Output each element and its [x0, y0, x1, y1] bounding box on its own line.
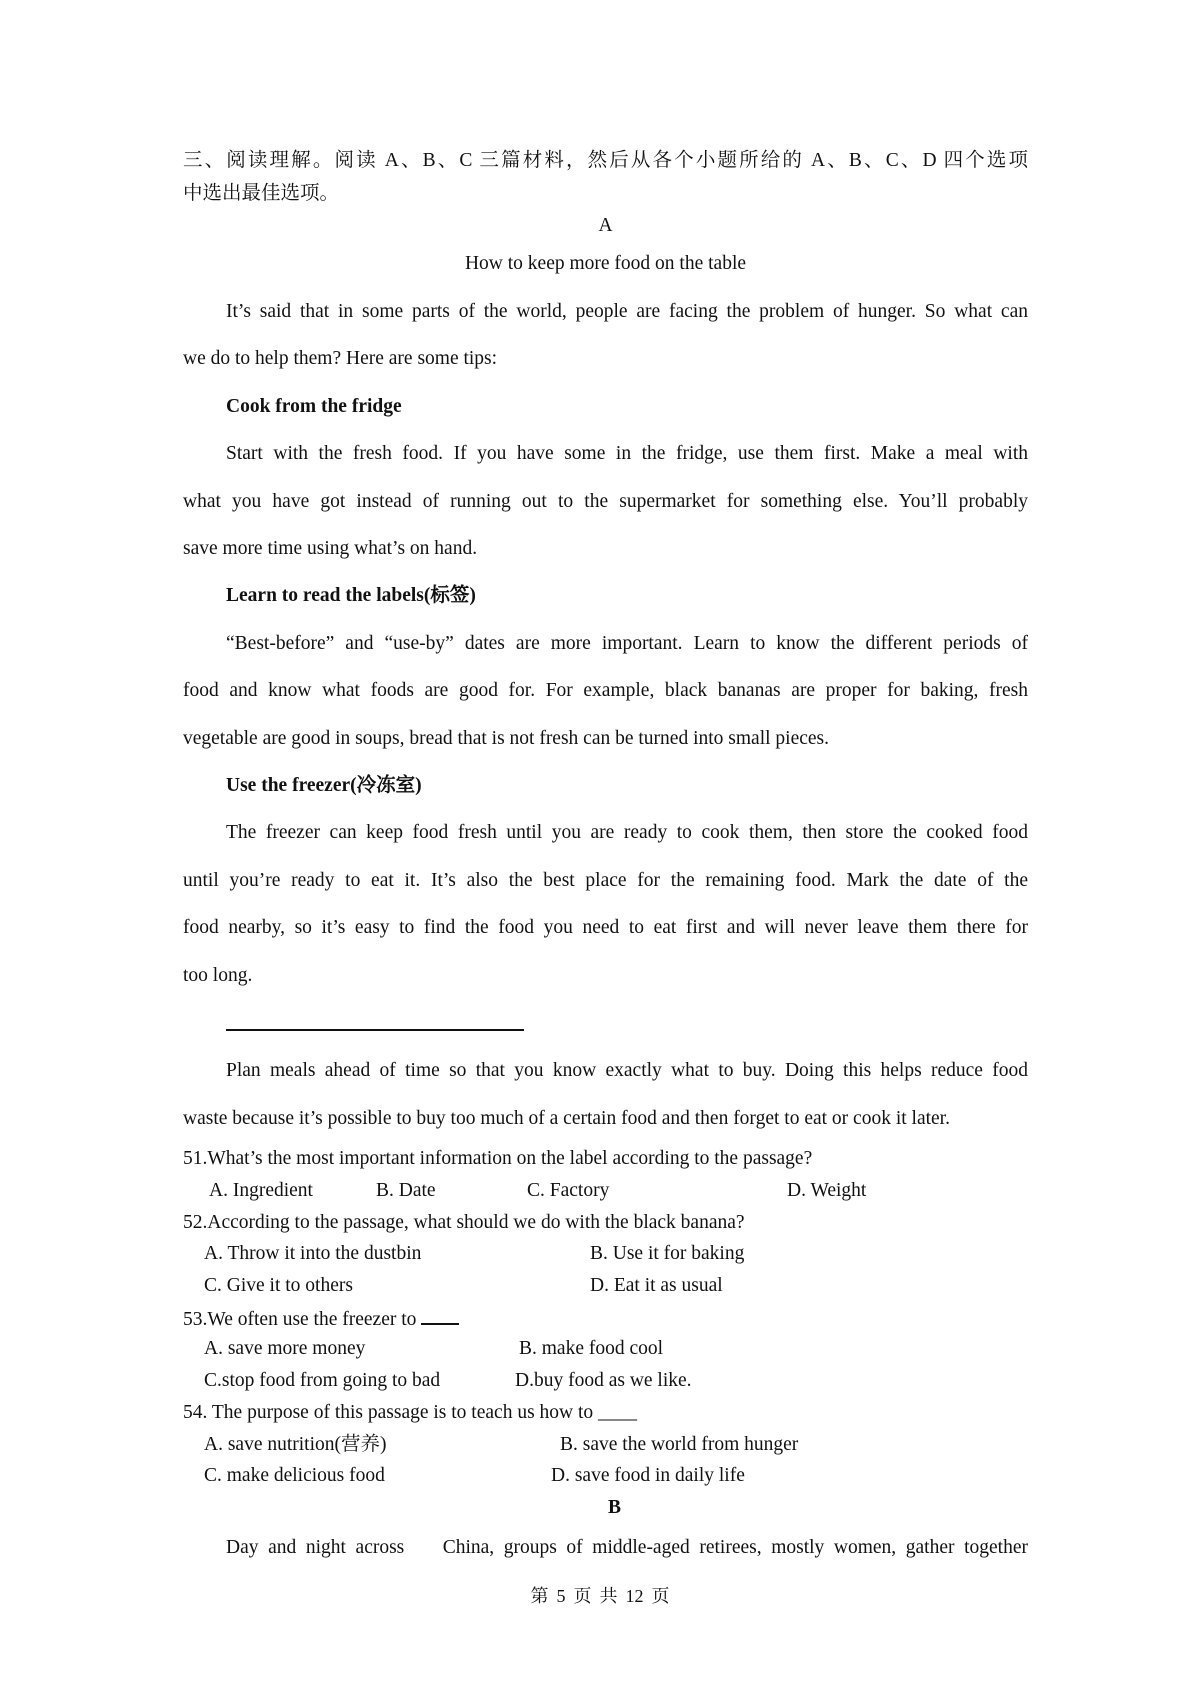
question-51-option-d[interactable]: D. Weight: [787, 1180, 867, 1201]
question-53-option-b[interactable]: B. make food cool: [519, 1338, 664, 1359]
paragraph-fridge-line-1: Start with the fresh food. If you have some in the fridge, use them first. Make a meal with: [226, 443, 1028, 464]
question-52-option-b[interactable]: B. Use it for baking: [590, 1243, 745, 1264]
question-54-option-d[interactable]: D. save food in daily life: [551, 1465, 745, 1486]
question-53-option-d[interactable]: D.buy food as we like.: [515, 1370, 692, 1391]
paragraph-freezer-line-1: The freezer can keep food fresh until you are ready to cook them, then store the cooked food: [226, 822, 1028, 843]
passage-a-label: A: [598, 215, 613, 236]
question-53-stem-text: 53.We often use the freezer to: [183, 1309, 417, 1330]
question-54-option-a[interactable]: A. save nutrition(营养): [204, 1434, 387, 1455]
passage-a-intro-line-1: It’s said that in some parts of the world, people are facing the problem of hunger. So what can: [226, 301, 1028, 322]
question-51-option-c[interactable]: C. Factory: [527, 1180, 610, 1201]
question-54-option-b[interactable]: B. save the world from hunger: [560, 1434, 799, 1455]
footer-total-pages: 12: [625, 1586, 644, 1606]
passage-a-intro-line-2: we do to help them? Here are some tips:: [183, 348, 498, 369]
subheading-read-labels: Learn to read the labels(标签): [226, 585, 476, 606]
paragraph-freezer-line-4: too long.: [183, 965, 253, 986]
question-53-blank: [421, 1305, 459, 1325]
missing-heading-blank: [226, 1029, 524, 1031]
question-52-option-c[interactable]: C. Give it to others: [204, 1275, 353, 1296]
question-53-stem: [183, 1305, 1028, 1333]
section-instruction-line-1: 三、阅读理解。阅读 A、B、C 三篇材料，然后从各个小题所给的 A、B、C、D 四个选项: [183, 150, 1028, 171]
paragraph-plan-line-2: waste because it’s possible to buy too much of a certain food and then forget to eat or cook it later.: [183, 1108, 950, 1129]
paragraph-labels-line-3: vegetable are good in soups, bread that is not fresh can be turned into small pieces.: [183, 728, 830, 749]
question-52-option-a[interactable]: A. Throw it into the dustbin: [204, 1243, 422, 1264]
page-footer: [0, 1584, 1200, 1608]
passage-b-label: B: [608, 1497, 622, 1518]
question-53-option-c[interactable]: C.stop food from going to bad: [204, 1370, 441, 1391]
paragraph-fridge-line-2: what you have got instead of running out to the supermarket for something else. You’ll probably: [183, 491, 1028, 512]
subheading-cook-from-fridge: Cook from the fridge: [226, 396, 402, 417]
paragraph-labels-line-1: “Best-before” and “use-by” dates are more important. Learn to know the different periods of: [226, 633, 1028, 654]
paragraph-freezer-line-3: food nearby, so it’s easy to find the food you need to eat first and will never leave them there for: [183, 917, 1028, 938]
paragraph-labels-line-2: food and know what foods are good for. For example, black bananas are proper for baking, fresh: [183, 680, 1028, 701]
footer-gong: 共: [599, 1586, 618, 1606]
footer-ye: 页: [573, 1586, 592, 1606]
question-54-stem: 54. The purpose of this passage is to teach us how to ____: [183, 1402, 638, 1423]
question-51-option-a[interactable]: A. Ingredient: [209, 1180, 313, 1201]
paragraph-plan-line-1: Plan meals ahead of time so that you know exactly what to buy. Doing this helps reduce food: [226, 1060, 1028, 1081]
question-52-stem: 52.According to the passage, what should we do with the black banana?: [183, 1212, 745, 1233]
paragraph-freezer-line-2: until you’re ready to eat it. It’s also the best place for the remaining food. Mark the date of the: [183, 870, 1028, 891]
passage-a-title: How to keep more food on the table: [464, 253, 747, 274]
paragraph-fridge-line-3: save more time using what’s on hand.: [183, 538, 478, 559]
question-52-option-d[interactable]: D. Eat it as usual: [590, 1275, 723, 1296]
question-54-option-c[interactable]: C. make delicious food: [204, 1465, 385, 1486]
question-51-stem: 51.What’s the most important information on the label according to the passage?: [183, 1148, 813, 1169]
question-53-option-a[interactable]: A. save more money: [204, 1338, 366, 1359]
question-51-option-b[interactable]: B. Date: [376, 1180, 436, 1201]
subheading-use-freezer: Use the freezer(冷冻室): [226, 775, 422, 796]
footer-ye-2: 页: [651, 1586, 670, 1606]
footer-current-page: 5: [556, 1586, 566, 1606]
passage-b-line-1: Day and night across China, groups of middle-aged retirees, mostly women, gather together: [226, 1537, 1028, 1558]
footer-di: 第: [530, 1586, 549, 1606]
section-instruction-line-2: 中选出最佳选项。: [183, 183, 340, 204]
